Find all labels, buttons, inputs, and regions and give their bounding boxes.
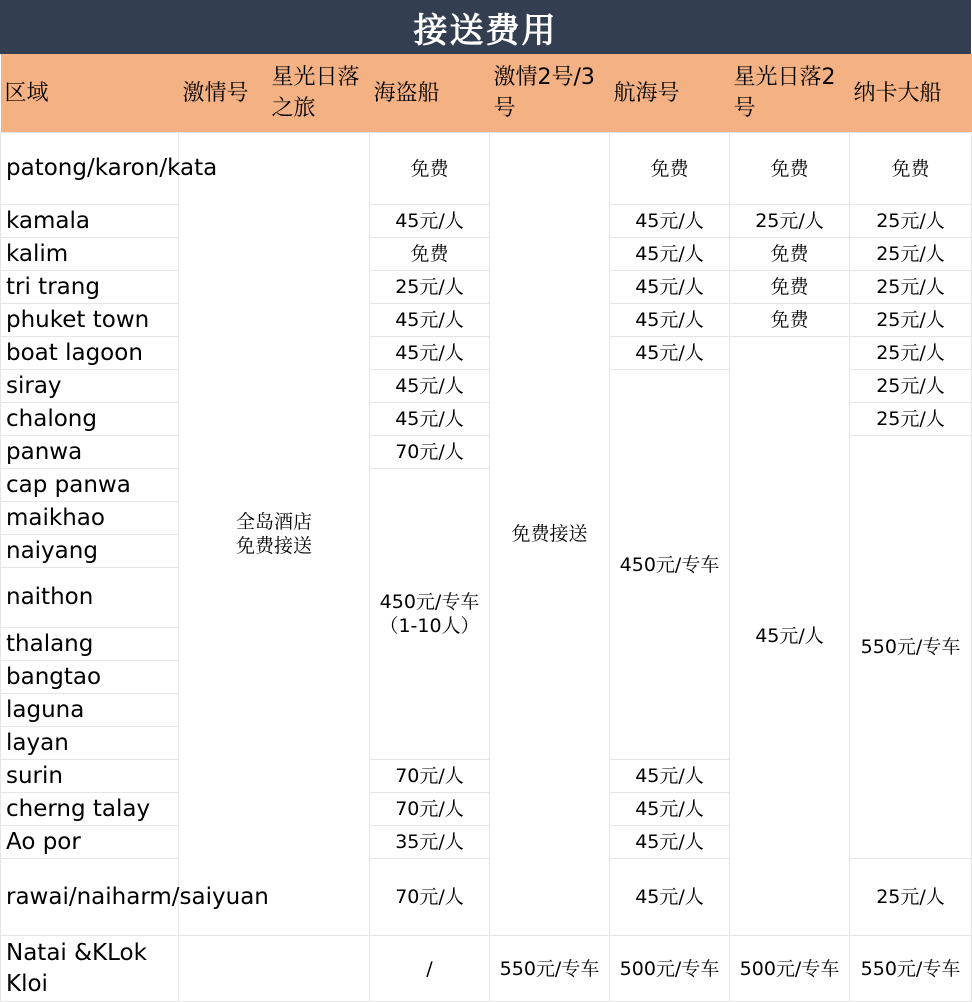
region-cell: chalong [1, 403, 179, 436]
sunset2-fee-cell: 免费 [730, 271, 850, 304]
sunset2-fee-cell: 免费 [730, 304, 850, 337]
region-cell: boat lagoon [1, 337, 179, 370]
header-row [1, 54, 972, 133]
pirate-fee-cell: 45元/人 [370, 370, 490, 403]
pirate-fee-cell: 45元/人 [370, 205, 490, 238]
voyage-fee-cell: 45元/人 [610, 271, 730, 304]
naka-fee-cell: 25元/人 [850, 337, 972, 370]
header-starlight-sunset: 星光日落之旅 [268, 54, 370, 133]
header-region: 区域 [1, 54, 179, 133]
header-pirate-ship: 海盗船 [370, 54, 490, 133]
voyage-fee-cell: 45元/人 [610, 826, 730, 859]
pirate-fee-cell: 45元/人 [370, 304, 490, 337]
sunset2-fee-cell: 500元/专车 [730, 936, 850, 1002]
region-cell: Ao por [1, 826, 179, 859]
pirate-group-line-1: 450元/专车 [379, 591, 480, 613]
voyage-fee-cell: 45元/人 [610, 304, 730, 337]
naka-fee-cell: 25元/人 [850, 271, 972, 304]
table-row [1, 133, 972, 205]
empty-cell [179, 936, 370, 1002]
voyage-fee-cell: 45元/人 [610, 205, 730, 238]
island-free-line-2: 免费接送 [235, 535, 312, 557]
region-cell: cherng talay [1, 793, 179, 826]
pirate-fee-cell: 45元/人 [370, 403, 490, 436]
naka-fee-cell: 25元/人 [850, 304, 972, 337]
region-cell: patong/karon/kata [1, 133, 179, 205]
sunset2-fee-cell: 免费 [730, 133, 850, 205]
voyage-fee-cell: 45元/人 [610, 337, 730, 370]
region-cell: rawai/naiharm/saiyuan [1, 859, 179, 936]
passion23-free-cell: 免费接送 [490, 133, 610, 936]
pirate-group-cell [370, 469, 490, 760]
table-row [1, 238, 972, 271]
island-free-pickup-cell [179, 133, 370, 936]
voyage-fee-cell: 45元/人 [610, 859, 730, 936]
pirate-fee-cell: 70元/人 [370, 859, 490, 936]
header-naka-ship: 纳卡大船 [850, 54, 972, 133]
naka-fee-cell: 免费 [850, 133, 972, 205]
region-cell: kalim [1, 238, 179, 271]
voyage-fee-cell: 45元/人 [610, 238, 730, 271]
passion23-fee-cell: 550元/专车 [490, 936, 610, 1002]
naka-fee-cell: 25元/人 [850, 403, 972, 436]
region-cell: panwa [1, 436, 179, 469]
pirate-fee-cell: 70元/人 [370, 436, 490, 469]
pirate-fee-cell: 35元/人 [370, 826, 490, 859]
region-cell: thalang [1, 628, 179, 661]
pirate-fee-cell: 免费 [370, 133, 490, 205]
region-cell: laguna [1, 694, 179, 727]
region-cell: surin [1, 760, 179, 793]
table-row [1, 304, 972, 337]
region-cell: cap panwa [1, 469, 179, 502]
voyage-fee-cell: 45元/人 [610, 793, 730, 826]
naka-fee-cell: 550元/专车 [850, 936, 972, 1002]
naka-fee-cell: 25元/人 [850, 238, 972, 271]
region-cell: naiyang [1, 535, 179, 568]
naka-group-cell: 550元/专车 [850, 436, 972, 859]
pirate-fee-cell: 70元/人 [370, 793, 490, 826]
voyage-fee-cell: 免费 [610, 133, 730, 205]
naka-fee-cell: 25元/人 [850, 370, 972, 403]
region-cell: bangtao [1, 661, 179, 694]
table-row [1, 337, 972, 370]
pirate-fee-cell: 免费 [370, 238, 490, 271]
sunset2-fee-cell: 免费 [730, 238, 850, 271]
header-voyage: 航海号 [610, 54, 730, 133]
voyage-fee-cell: 500元/专车 [610, 936, 730, 1002]
region-cell: siray [1, 370, 179, 403]
island-free-line-1: 全岛酒店 [235, 511, 312, 533]
naka-fee-cell: 25元/人 [850, 205, 972, 238]
pirate-fee-cell: 25元/人 [370, 271, 490, 304]
voyage-group-cell: 450元/专车 [610, 370, 730, 760]
region-cell: maikhao [1, 502, 179, 535]
region-cell: naithon [1, 568, 179, 628]
naka-fee-cell: 25元/人 [850, 859, 972, 936]
sunset2-fee-cell: 25元/人 [730, 205, 850, 238]
voyage-fee-cell: 45元/人 [610, 760, 730, 793]
table-row [1, 205, 972, 238]
header-passion-2-3: 激情2号/3号 [490, 54, 610, 133]
pirate-fee-cell: 45元/人 [370, 337, 490, 370]
pirate-fee-cell: / [370, 936, 490, 1002]
sunset2-group-cell: 45元/人 [730, 337, 850, 936]
pickup-fee-table [0, 54, 972, 1002]
pirate-group-line-2: （1-10人） [379, 615, 480, 637]
region-cell: phuket town [1, 304, 179, 337]
header-starlight-sunset-2: 星光日落2号 [730, 54, 850, 133]
table-row [1, 936, 972, 1002]
table-row [1, 271, 972, 304]
header-passion: 激情号 [179, 54, 268, 133]
pirate-fee-cell: 70元/人 [370, 760, 490, 793]
region-cell: kamala [1, 205, 179, 238]
region-cell: layan [1, 727, 179, 760]
page-title: 接送费用 [0, 0, 971, 54]
region-cell: Natai &KLok Kloi [1, 936, 179, 1002]
region-cell: tri trang [1, 271, 179, 304]
